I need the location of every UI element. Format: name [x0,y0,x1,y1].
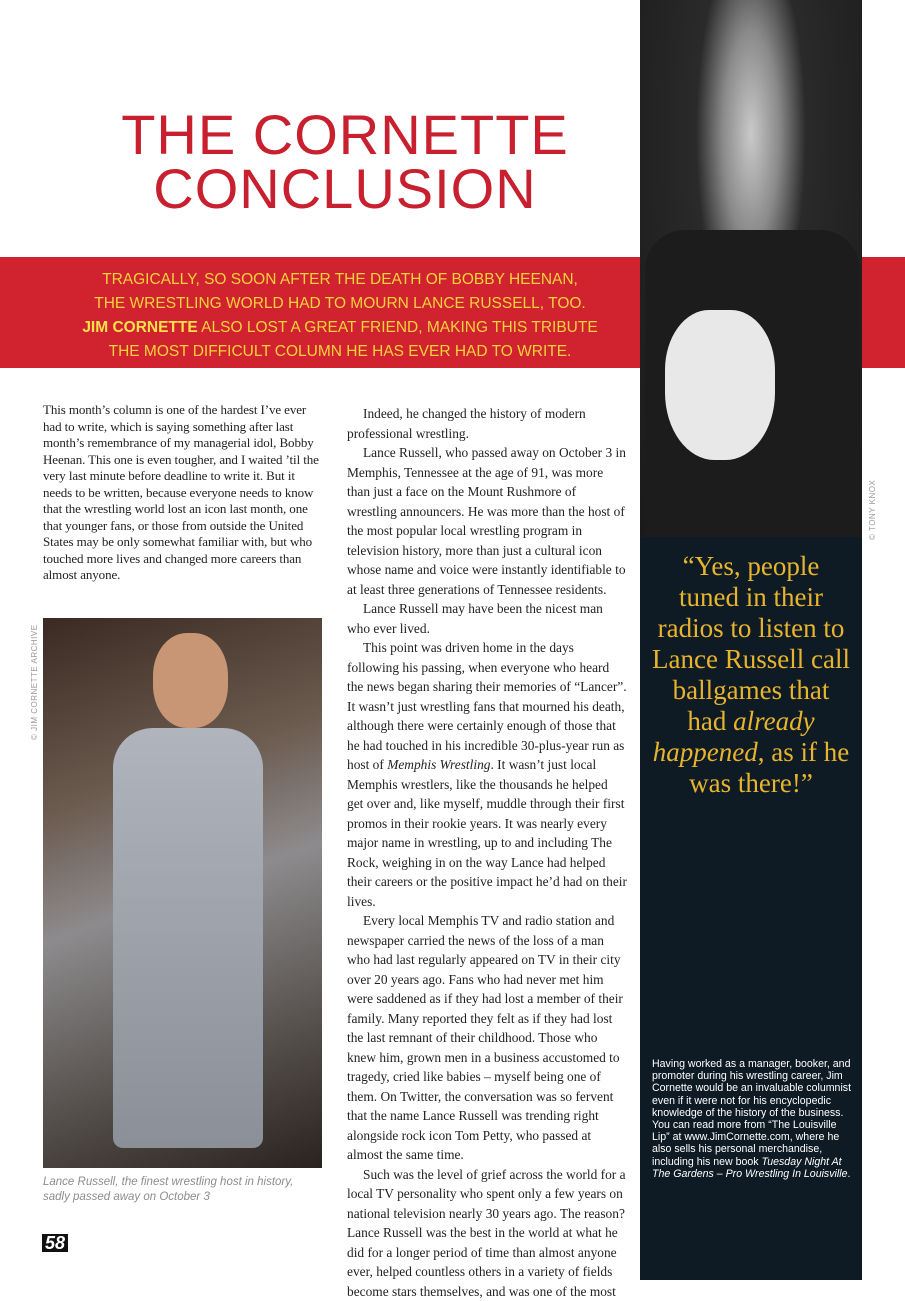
quote-emphasis: already happened [653,706,815,767]
title-line-2: CONCLUSION [60,162,630,216]
show-title: Memphis Wrestling [387,757,490,772]
standfirst-line: THE WRESTLING WORLD HAD TO MOURN LANCE RUSSELL, TOO. [40,292,640,316]
author-bio [652,1058,852,1180]
paragraph: Indeed, he changed the history of modern professional wrestling. [347,404,627,443]
page-number: 58 [42,1234,68,1252]
photo-caption: Lance Russell, the finest wrestling host in history, sadly passed away on October 3 [43,1175,313,1205]
pull-quote [650,551,852,799]
title-line-1: THE CORNETTE [60,108,630,162]
text: This point was driven home in the days following his passing, when everyone who heard the news began sharing their memories of “Lancer”. It wasn’t just wrestling fans that mourned his death, although there were certainly enough of those that he had touched in his incredible 30-plus-year run as host of [347,640,627,772]
suit-shape [113,728,263,1148]
quote-text: “Yes, people tuned in their radios to listen to Lance Russell call ballgames that had [652,551,850,736]
bio-text: Having worked as a manager, booker, and promoter during his wrestling career, Jim Cornette would be an invaluable columnist even if it were not for his encyclopedic knowledge of the history of the business. You can read more from “The Louisville Lip” at www.JimCornette.com, where he also sells his personal merchandise, including his new book [652,1058,851,1168]
paragraph [347,638,627,911]
paragraph: Every local Memphis TV and radio station and newspaper carried the news of the loss of a man who had last regularly appeared on TV in their city over 20 years ago. Fans who had never met him were saddened as if they had lost a member of their family. Many reported they felt as if they had lost the last remnant of their childhood. Those who knew him, grown men in a business accustomed to tragedy, cried like babies – myself being one of them. On Twitter, the conversation was so fervent that the name Lance Russell was trending right alongside rock icon Tom Petty, who passed at almost the same time. [347,911,627,1165]
standfirst-text: ALSO LOST A GREAT FRIEND, MAKING THIS TRIBUTE [198,319,598,336]
paragraph: Such was the level of grief across the world for a local TV personality who spent only a few years on national television nearly 30 years ago. The reason? Lance Russell was the best in the world at what he did for a longer period of time than almost anyone ever, helped countless others in a variety of fields become stars themselves, and was one of the most [347,1165,627,1301]
photo-credit-right: © TONY KNOX [868,480,877,540]
body-column-2 [347,404,627,1301]
photo-credit-left: © JIM CORNETTE ARCHIVE [30,624,39,740]
body-column-1 [43,402,320,584]
paragraph: Lance Russell may have been the nicest man who ever lived. [347,599,627,638]
text: . It wasn’t just local Memphis wrestlers, like the thousands he helped get over and, like myself, muddle through their first promos in their rookie years. It was nearly every major name in wrestling, up to and including The Rock, weighing in on the way Lance had helped their careers or the positive impact he’d had on their lives. [347,757,627,909]
lance-russell-photo [43,618,322,1168]
standfirst-line: THE MOST DIFFICULT COLUMN HE HAS EVER HAD TO WRITE. [40,340,640,364]
shirt-print-shape [665,310,775,460]
paragraph: Lance Russell, who passed away on October 3 in Memphis, Tennessee at the age of 91, was more than just a face on the Mount Rushmore of wrestling announcers. He was more than the host of the most popular local wrestling program in television history, more than just a cultural icon whose name and voice were instantly identifiable to at least three generations of Tennessee residents. [347,443,627,599]
standfirst-line [40,316,640,340]
paragraph: This month’s column is one of the hardest I’ve ever had to write, which is saying something after last month’s remembrance of my managerial idol, Bobby Heenan. This one is even tougher, and I waited ’til the very last minute before deadline to write it. But it needs to be written, because everyone needs to know that the wrestling world lost an icon last month, one that younger fans, or those from outside the United States may be only somewhat familiar with, but who touched more lives and changed more careers than almost anyone. [43,402,320,584]
standfirst-line: TRAGICALLY, SO SOON AFTER THE DEATH OF BOBBY HEENAN, [40,268,640,292]
book-title: Tuesday Night At The Gardens – Pro Wrestling In Louisville [652,1156,847,1180]
bio-text: . [847,1168,850,1180]
head-shape [153,633,228,728]
jim-cornette-photo [640,0,862,537]
quote-text: , as if he was there!” [689,737,849,798]
author-name: JIM CORNETTE [82,319,197,336]
standfirst [40,268,640,364]
page-title [60,108,630,216]
